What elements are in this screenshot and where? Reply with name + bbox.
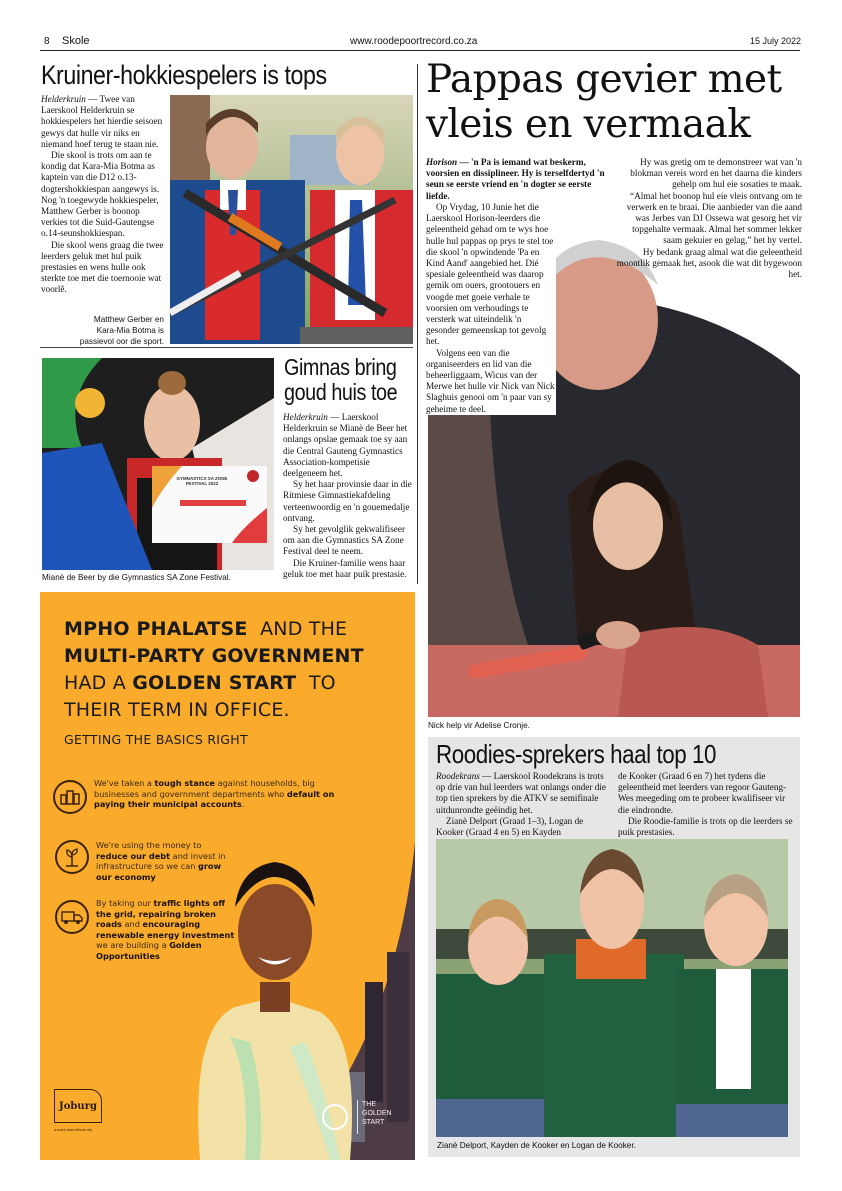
- roodies-col2: [618, 771, 794, 838]
- roodies-para-4: Die Roodie-familie is trots op die leerders se puik prestasies.: [618, 815, 793, 838]
- website-url[interactable]: www.roodepoortrecord.co.za: [350, 36, 478, 47]
- hockey-body: [41, 94, 164, 296]
- pappas-dateline: Horison: [426, 157, 458, 167]
- roodies-para-2: Zianè Delport (Graad 1–3), Logan de Kooker (Graad 4 en 5) en Kayden: [436, 815, 584, 838]
- roodies-headline: Roodies-sprekers haal top 10: [436, 739, 717, 769]
- joburg-logo[interactable]: [54, 1089, 102, 1123]
- golden-start-badge: THE GOLDEN START: [362, 1101, 392, 1126]
- pappas-para-2: Volgens een van die organiseerders en lid van die beheerliggaam, Wicus van der Merwe het hulle vir Nick van Nick Slaghuis genooi om 'n paar van sy geheime te deel.: [426, 347, 555, 414]
- pappas-para-4: “Almal het boonop hul eie vleis ontvang om te verwerk en te braai. Die aanbieder van die aand was Jerbes van DJ Ossewa wat gesorg het vir topgehalte vermaak. Almal het sommer lekker saam gekuier en gelag,” het hy vertel.: [626, 190, 802, 246]
- roodies-para-3: de Kooker (Graad 6 en 7) het tydens die geleentheid met leerders van regoor Gauteng-Wes meegeding om te probeer kwalifiseer vir die eindrondte.: [618, 771, 787, 815]
- gymnastics-headline-line1: Gimnas bring: [284, 354, 397, 380]
- roodies-caption: Zianè Delport, Kayden de Kooker en Logan de Kooker.: [437, 1141, 636, 1150]
- joburg-tagline: a world class African city: [54, 1128, 93, 1132]
- gymnastics-para-2: Sy het haar provinsie daar in die Ritmiese Gimnastiekafdeling verteenwoordig en 'n gouemedalje ontvang.: [283, 479, 412, 523]
- gymnastics-headline: [284, 355, 397, 405]
- hockey-para-2: Die skool is trots om aan te kondig dat Kara-Mia Botma as kaptein van die D12 o.13-dogtershokkiespan aangewys is. Nog 'n toegewyde hokkiespeler, Matthew Gerber is boonop verkies tot die Suid-Gautengse o.14-seunshokkiespan.: [41, 150, 160, 239]
- plant-growth-icon: [55, 840, 89, 874]
- pappas-col1: [426, 202, 556, 415]
- truck-icon: [55, 900, 89, 934]
- ad-point-3: By taking our traffic lights off the grid, repairing broken roads and encouraging renewable energy investment we are building a Golden Opportunities: [96, 898, 235, 961]
- pappas-headline: [426, 57, 782, 147]
- issue-date: 15 July 2022: [750, 36, 802, 46]
- hockey-photo: [170, 95, 413, 344]
- ad-point-2: We're using the money to reduce our debt and invest in infrastructure so we can grow our economy: [96, 840, 226, 882]
- pappas-headline-line2: vleis en vermaak: [426, 102, 751, 147]
- joburg-logo-text: Joburg: [59, 1100, 97, 1112]
- hockey-dateline: Helderkruin: [41, 94, 86, 104]
- gymnastics-body: [283, 412, 414, 580]
- gymnastics-para-4: Die Kruiner-familie wens haar geluk toe met haar puik prestasie.: [283, 557, 407, 579]
- ad-headline: MPHO PHALATSE AND THE MULTI-PARTY GOVERNMENT HAD A GOLDEN START TO THEIR TERM IN OFFICE.: [64, 618, 364, 721]
- pappas-lead: [426, 157, 606, 202]
- pappas-para-1: Op Vrydag, 10 Junie het die Laerskool Horison-leerders die geleentheid gehad om te wys hoe hulle hul pappas op prys te stel toe die skool 'n opwindende 'Pa en Kind Aand' aangebied het. Dié spesiale geleentheid was daarop gemik om ouers, grootouers en voogde met goeie verhale te voorsien om verhoudings te versterk wat uiteindelik 'n gesonder gemeenskap tot gevolg het.: [426, 202, 554, 347]
- city-buildings-icon: [53, 780, 87, 814]
- roodies-col1: [436, 771, 606, 838]
- badge-divider: [357, 1100, 358, 1134]
- hockey-para-1: — Twee van Laerskool Helderkruin se hokkiespelers het hierdie seisoen gewys dat hulle vir niks en niemand hoef terug te staan nie.: [41, 94, 163, 149]
- certificate-text: GYMNASTICS SA ZONE FESTIVAL 2022: [176, 476, 228, 486]
- gymnastics-photo: [42, 358, 274, 570]
- roodies-dateline: Roodekrans: [436, 771, 480, 781]
- pappas-headline-line1: Pappas gevier met: [426, 57, 782, 102]
- section-name: Skole: [62, 35, 90, 47]
- hockey-divider: [40, 347, 413, 348]
- ad-subtitle: GETTING THE BASICS RIGHT: [64, 732, 248, 747]
- gymnastics-dateline: Helderkruin: [283, 412, 328, 422]
- roodies-para-1: — Laerskool Roodekrans is trots op drie van hul leerders wat onlangs onder die top tien sprekers by die ATKV se semifinale uitdunrondte geëindig het.: [436, 771, 606, 815]
- gymnastics-headline-line2: goud huis toe: [284, 379, 398, 405]
- column-divider: [417, 64, 418, 584]
- pappas-col2: [612, 157, 802, 280]
- hockey-para-3: Die skool wens graag die twee leerders geluk met hul puik prestasies en wens hulle ook sterkte toe met die toernooie wat voorlê.: [41, 239, 164, 295]
- pappas-caption: Nick help vir Adelise Cronje.: [428, 721, 530, 730]
- pappas-para-5: Hy bedank graag almal wat die geleentheid moontlik gemaak het, asook die wat dit bygewoon het.: [616, 246, 802, 280]
- hockey-caption: Matthew Gerber en Kara-Mia Botma is passievol oor die sport.: [79, 315, 164, 346]
- gymnastics-para-3: Sy het gevolglik gekwalifiseer om aan die Gymnastics SA Zone Festival deel te neem.: [283, 524, 406, 557]
- pappas-lead-text: — 'n Pa is iemand wat beskerm, voorsien en dissiplineer. Hy is terselfdertyd 'n seun se eerste vriend en 'n dogter se eerste liefde.: [426, 157, 605, 201]
- pappas-para-3: Hy was gretig om te demonstreer wat van 'n blokman vereis word en het daarna die kinders gehelp om hul eie sosaties te maak.: [630, 157, 802, 190]
- roodies-photo: [436, 839, 788, 1137]
- golden-start-emblem-icon: [322, 1104, 348, 1130]
- header-rule: [40, 50, 800, 51]
- ad-point-1: We've taken a tough stance against households, big businesses and government departments who default on paying their municipal accounts.: [94, 778, 335, 809]
- gymnastics-para-1: — Laerskool Helderkruin se Mianè de Beer het onlangs opslae gemaak toe sy aan die Central Gauteng Gymnastics Association-kompetisie deelgeneem het.: [283, 412, 408, 479]
- advertisement[interactable]: [40, 592, 415, 1160]
- gymnastics-caption: Mianè de Beer by die Gymnastics SA Zone Festival.: [42, 573, 231, 582]
- hockey-headline: Kruiner-hokkiespelers is tops: [41, 60, 327, 90]
- page-number: 8: [44, 36, 50, 47]
